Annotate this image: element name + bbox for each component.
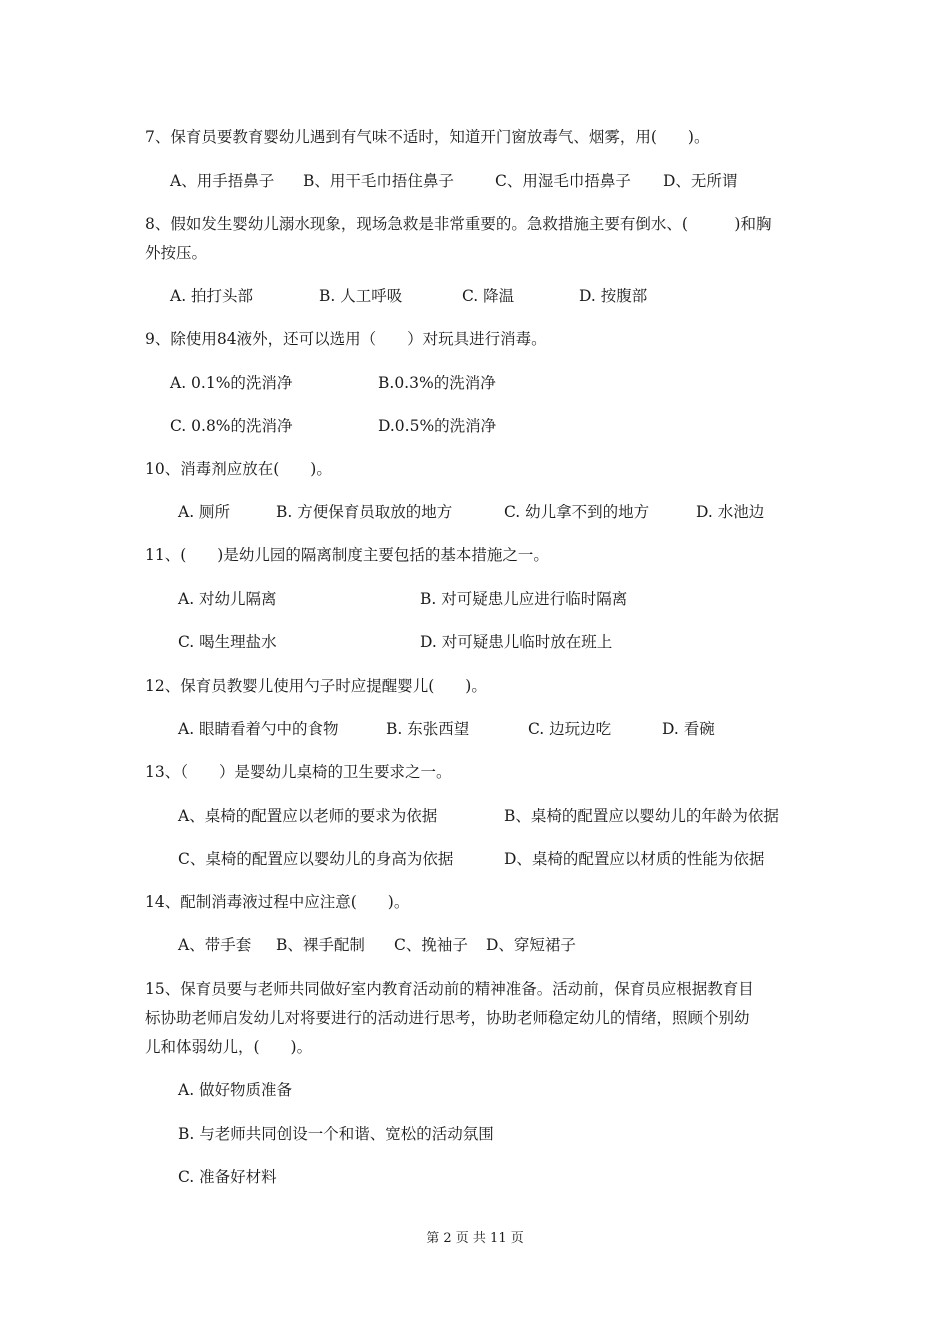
question-15-line-2: 标协助老师启发幼儿对将要进行的活动进行思考，协助老师稳定幼儿的情绪，照顾个别幼 [145, 1009, 750, 1027]
question-11: 11、( )是幼儿园的隔离制度主要包括的基本措施之一。 [145, 546, 549, 564]
question-12: 12、保育员教婴儿使用勺子时应提醒婴儿( )。 [145, 677, 487, 695]
option-a: A. 厕所 [178, 503, 231, 521]
question-15-line-1: 15、保育员要与老师共同做好室内教育活动前的精神准备。活动前，保育员应根据教育目 [145, 980, 754, 998]
page-number-footer: 第 2 页 共 11 页 [426, 1231, 524, 1246]
option-b: B. 对可疑患儿应进行临时隔离 [420, 590, 628, 608]
option-d: D.0.5%的洗消净 [378, 417, 497, 435]
question-15-option-c: C. 准备好材料 [178, 1168, 277, 1186]
option-c: C. 降温 [462, 287, 515, 305]
option-d: D. 看碗 [662, 720, 715, 738]
option-c: C、挽袖子 [394, 936, 468, 954]
option-b: B、用干毛巾捂住鼻子 [303, 172, 454, 190]
option-b: B、桌椅的配置应以婴幼儿的年龄为依据 [504, 807, 779, 825]
question-9: 9、除使用84液外，还可以选用（ ）对玩具进行消毒。 [145, 330, 547, 348]
option-a: A、用手捂鼻子 [170, 172, 275, 190]
option-a: A. 0.1%的洗消净 [170, 374, 293, 392]
option-a: A. 对幼儿隔离 [178, 590, 277, 608]
option-c: C、用湿毛巾捂鼻子 [495, 172, 631, 190]
option-c: C. 喝生理盐水 [178, 633, 277, 651]
question-7: 7、保育员要教育婴幼儿遇到有气味不适时，知道开门窗放毒气、烟雾，用( )。 [145, 128, 710, 146]
question-8-line-2: 外按压。 [145, 244, 208, 262]
option-b: B. 东张西望 [386, 720, 470, 738]
question-15-line-3: 儿和体弱幼儿，( )。 [145, 1038, 313, 1056]
option-a: A. 拍打头部 [170, 287, 254, 305]
option-b: B.0.3%的洗消净 [378, 374, 496, 392]
question-15-option-a: A. 做好物质准备 [178, 1081, 293, 1099]
question-10: 10、消毒剂应放在( )。 [145, 460, 332, 478]
option-b: B. 方便保育员取放的地方 [276, 503, 453, 521]
option-d: D. 对可疑患儿临时放在班上 [420, 633, 613, 651]
option-b: B. 人工呼吸 [319, 287, 403, 305]
option-a: A. 眼睛看着勺中的食物 [178, 720, 339, 738]
option-c: C、桌椅的配置应以婴幼儿的身高为依据 [178, 850, 454, 868]
question-8-line-1: 8、假如发生婴幼儿溺水现象，现场急救是非常重要的。急救措施主要有倒水、( )和胸 [145, 215, 772, 233]
question-15-option-b: B. 与老师共同创设一个和谐、宽松的活动氛围 [178, 1125, 494, 1143]
option-d: D. 水池边 [696, 503, 765, 521]
option-d: D、无所谓 [663, 172, 738, 190]
option-a: A、带手套 [178, 936, 252, 954]
option-c: C. 0.8%的洗消净 [170, 417, 293, 435]
option-d: D、桌椅的配置应以材质的性能为依据 [504, 850, 765, 868]
option-b: B、裸手配制 [276, 936, 365, 954]
option-d: D、穿短裙子 [486, 936, 576, 954]
option-a: A、桌椅的配置应以老师的要求为依据 [178, 807, 438, 825]
option-c: C. 幼儿拿不到的地方 [504, 503, 650, 521]
question-14: 14、配制消毒液过程中应注意( )。 [145, 893, 410, 911]
option-d: D. 按腹部 [579, 287, 648, 305]
question-13: 13、（ ）是婴幼儿桌椅的卫生要求之一。 [145, 763, 452, 781]
option-c: C. 边玩边吃 [528, 720, 612, 738]
